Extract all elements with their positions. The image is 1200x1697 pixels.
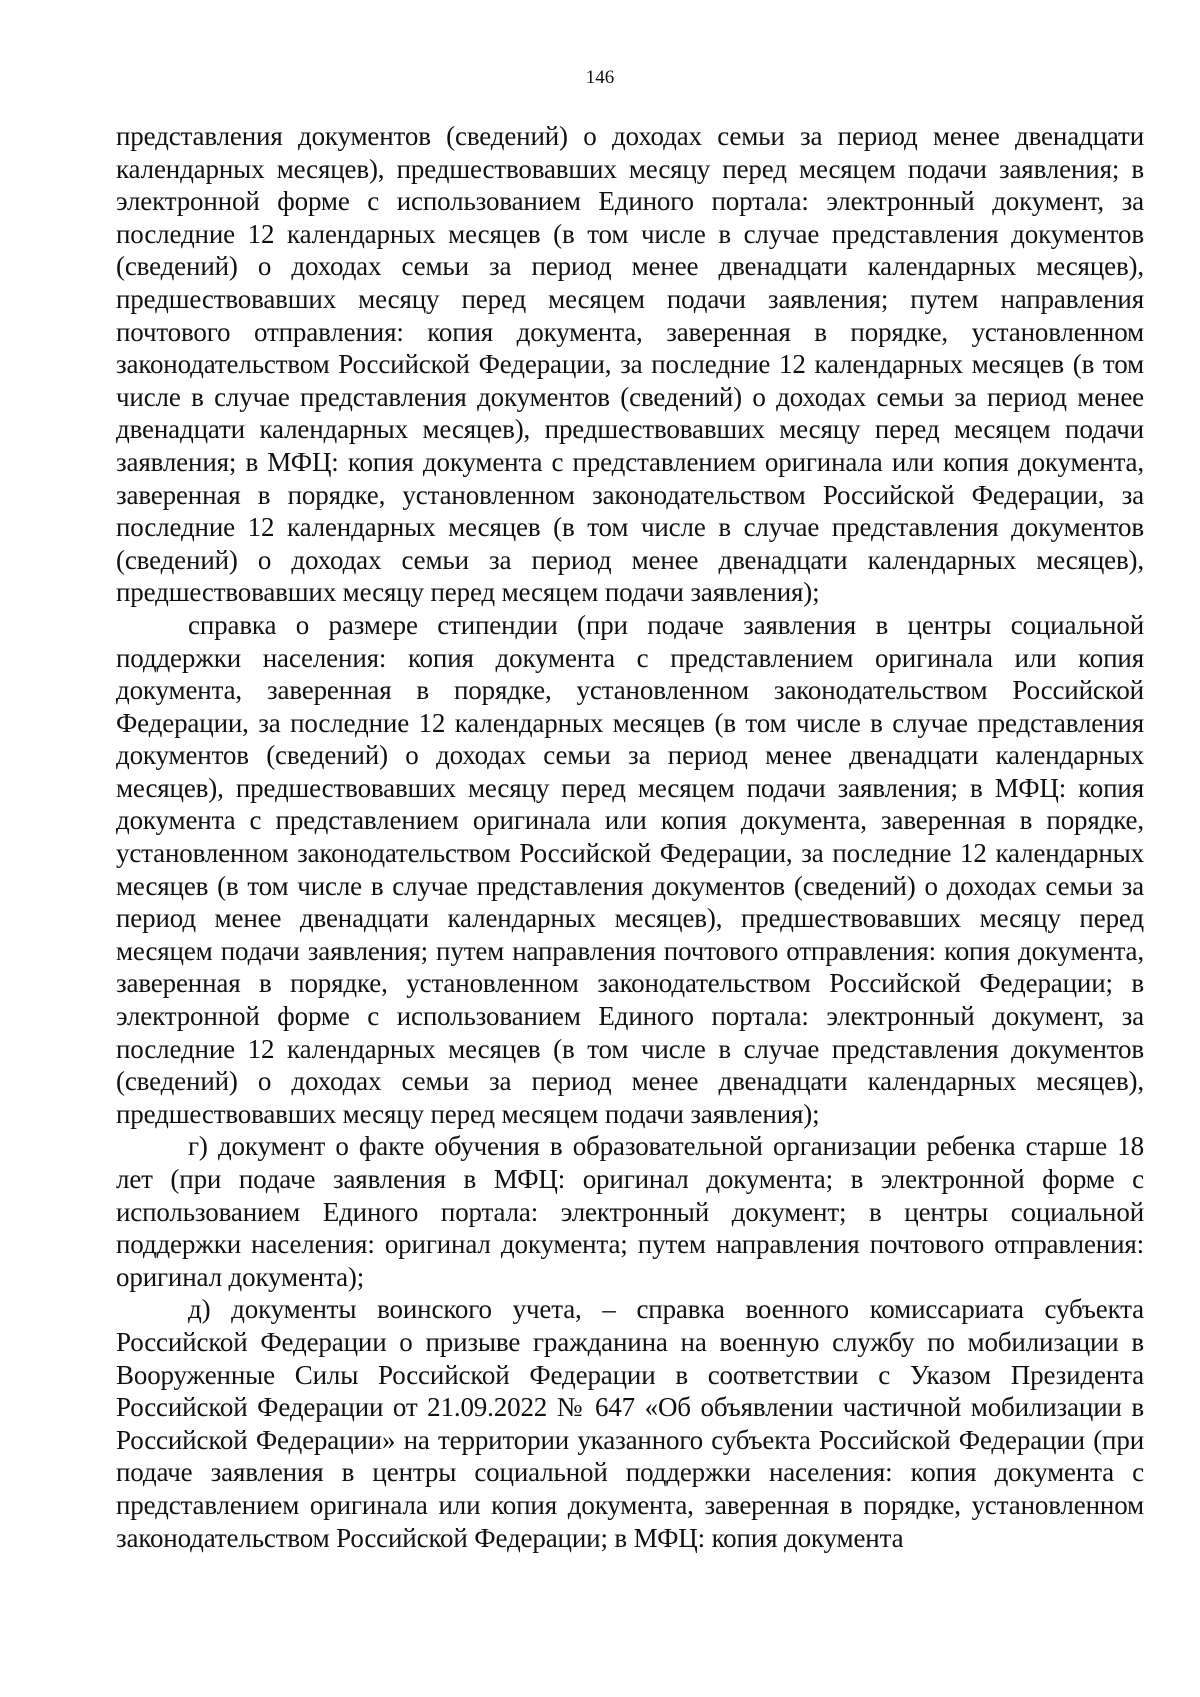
paragraph-scholarship-certificate: справка о размере стипендии (при подаче заявления в центры социальной поддержки населения: копия документа с представлением оригинала или копия документа, заверенная в порядке, установленном законодательством Российской Федерации, за последние 12 календарных месяцев (в том числе в случае представления документов (сведений) о доходах семьи за период менее двенадцати календарных месяцев), предшествовавших месяцу перед месяцем подачи заявления; в МФЦ: копия документа с представлением оригинала или копия документа, заверенная в порядке, установленном законодательством Российской Федерации, за последние 12 календарных месяцев (в том числе в случае представления документов (сведений) о доходах семьи за период менее двенадцати календарных месяцев), предшествовавших месяцу перед месяцем подачи заявления; путем направления почтового отправления: копия документа, заверенная в порядке, установленном законодательством Российской Федерации; в электронной форме с использованием Единого портала: электронный документ, за последние 12 календарных месяцев (в том числе в случае представления документов (сведений) о доходах семьи за период менее двенадцати календарных месяцев), предшествовавших месяцу перед месяцем подачи заявления); — [116, 609, 1144, 1129]
paragraph-item-g-education-document: г) документ о факте обучения в образовательной организации ребенка старше 18 лет (при подаче заявления в МФЦ: оригинал документа; в электронной форме с использованием Единого портала: электронный документ; в центры социальной поддержки населения: оригинал документа; путем направления почтового отправления: оригинал документа); — [116, 1131, 1144, 1292]
page-number: 146 — [585, 67, 615, 88]
paragraph-item-d-military-documents: д) документы воинского учета, – справка военного комиссариата субъекта Российской Федерации о призыве гражданина на военную службу по мобилизации в Вооруженные Силы Российской Федерации в соответствии с Указом Президента Российской Федерации от 21.09.2022 № 647 «Об объявлении частичной мобилизации в Российской Федерации» на территории указанного субъекта Российской Федерации (при подаче заявления в центры социальной поддержки населения: копия документа с представлением оригинала или копия документа, заверенная в порядке, установленном законодательством Российской Федерации; в МФЦ: копия документа — [116, 1294, 1144, 1553]
paragraph-income-documents-continuation: представления документов (сведений) о доходах семьи за период менее двенадцати календарных месяцев), предшествовавших месяцу перед месяцем подачи заявления; в электронной форме с использованием Единого портала: электронный документ, за последние 12 календарных месяцев (в том числе в случае представления документов (сведений) о доходах семьи за период менее двенадцати календарных месяцев), предшествовавших месяцу перед месяцем подачи заявления; путем направления почтового отправления: копия документа, заверенная в порядке, установленном законодательством Российской Федерации, за последние 12 календарных месяцев (в том числе в случае представления документов (сведений) о доходах семьи за период менее двенадцати календарных месяцев), предшествовавших месяцу перед месяцем подачи заявления; в МФЦ: копия документа с представлением оригинала или копия документа, заверенная в порядке, установленном законодательством Российской Федерации, за последние 12 календарных месяцев (в том числе в случае представления документов (сведений) о доходах семьи за период менее двенадцати календарных месяцев), предшествовавших месяцу перед месяцем подачи заявления); — [116, 121, 1144, 608]
document-body — [116, 120, 1144, 1554]
